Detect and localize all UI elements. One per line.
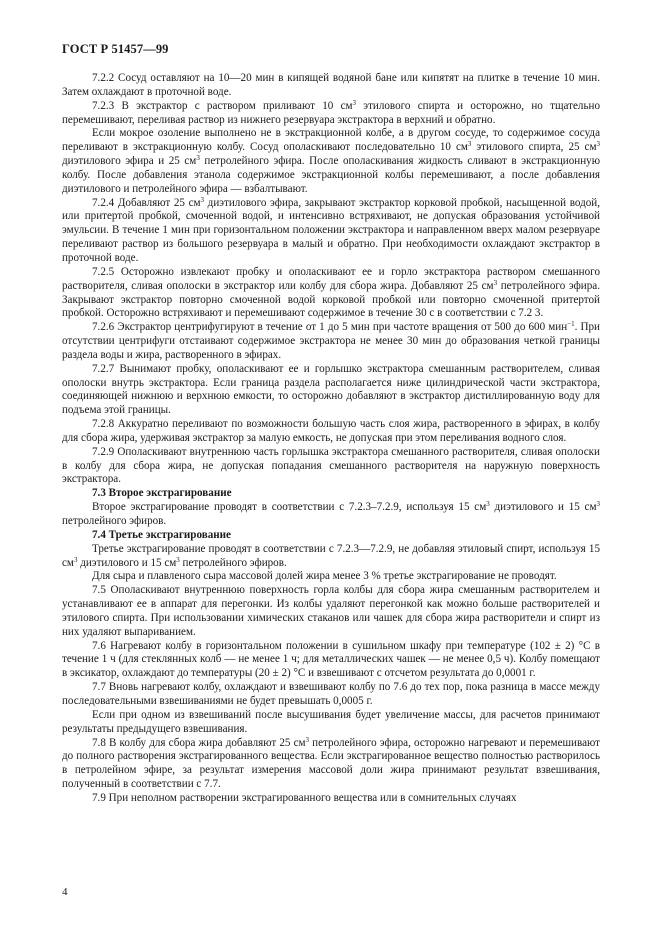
- paragraph: 7.5 Ополаскивают внутреннюю поверхность горла колбы для сбора жира смешанным растворителем и устанавливают ее в аппарат для перегонки. Из колбы удаляют перегонкой как можно больше растворителей и этилового спирта. При использовании химических стаканов или чашек для сбора жира растворители и спирт из них удаляют выпариванием.: [62, 584, 600, 638]
- section-heading: 7.4 Третье экстрагирование: [92, 528, 231, 541]
- paragraph: 7.2.6 Экстрактор центрифугируют в течение от 1 до 5 мин при частоте вращения от 500 до 600 мин$^{-1}$. При отсутствии центрифуги отстаивают содержимое экстрактора не менее 30 мин до образования четкой границы раздела воды и жира, растворенного в эфирах.: [62, 320, 600, 361]
- document-body: [62, 72, 600, 806]
- paragraph: 7.8 В колбу для сбора жира добавляют 25 $см^3$ петролейного эфира, осторожно нагревают и перемешивают до полного растворения экстрагированного вещества. Если экстрагированное вещество полностью растворилось в петролейном эфире, за результат измерения массовой доли жира принимают результат взвешивания, полученный в соответствии с 7.7.: [62, 735, 600, 791]
- paragraph: 7.2.2 Сосуд оставляют на 10—20 мин в кипящей водяной бане или кипятят на плитке в течение 10 мин. Затем охлаждают в проточной воде.: [62, 72, 600, 98]
- paragraph: 7.2.4 Добавляют 25 $см^3$ диэтилового эфира, закрывают экстрактор корковой пробкой, насыщенной водой, или притертой пробкой, смоченной водой, и интенсивно встряхивают, не допуская образования устойчивой эмульсии. В течение 1 мин при горизонтальном положении экстрактора и направленном вверх малом резервуаре переливают раствор из большого резервуара в малый и обратно. При необходимости охлаждают экстрактор в проточной воде.: [62, 195, 600, 264]
- paragraph: 7.2.5 Осторожно извлекают пробку и ополаскивают ее и горло экстрактора раствором смешанного растворителя, сливая ополоски в экстрактор или колбу для сбора жира. Добавляют 25 $см^3$ петролейного эфира. Закрывают экстрактор повторно смоченной водой корковой пробкой или повторно смоченной притертой пробкой. Осторожно встряхивают и перемешивают содержимое в течение 30 с в соответствии с 7.2 3.: [62, 265, 600, 320]
- section-heading: 7.3 Второе экстрагирование: [92, 487, 232, 500]
- paragraph: 7.6 Нагревают колбу в горизонтальном положении в сушильном шкафу при температуре (102 ± 2) °С в течение 1 ч (для стеклянных колб — не менее 1 ч; для металлических чашек — не менее 0,5 ч). Колбу помещают в эксикатор, охлаждают до температуры (20 ± 2) °С и взвешивают с отсчетом результата до 0,0001 г.: [62, 639, 600, 680]
- paragraph: Третье экстрагирование проводят в соответствии с 7.2.3—7.2.9, не добавляя этиловый спирт, используя 15 $см^3$ диэтилового и 15 $см^3$ петролейного эфиров.: [62, 542, 600, 569]
- paragraph: Если при одном из взвешиваний после высушивания будет увеличение массы, для расчетов принимают результаты предыдущего взвешивания.: [62, 708, 600, 735]
- paragraph: 7.7 Вновь нагревают колбу, охлаждают и взвешивают колбу по 7.6 до тех пор, пока разница в массе между последовательными взвешиваниями не будет превышать 0,0005 г.: [62, 681, 600, 707]
- paragraph: Если мокрое озоление выполнено не в экстракционной колбе, а в другом сосуде, то содержимое сосуда переливают в экстракционную колбу. Сосуд ополаскивают последовательно 10 $см^3$ этилового спирта, 25 $см^3$ диэтилового эфира и 25 $см^3$ петролейного эфира. После ополаскивания жидкость сливают в экстракционную колбу. После добавления этанола содержимое экстракционной колбы перемешивают, а после добавления диэтилового и петролейного эфира — взбалтывают.: [62, 127, 600, 195]
- paragraph: 7.2.3 В экстрактор с раствором приливают 10 $см^3$ этилового спирта и осторожно, но тщательно перемешивают, переливая раствор из нижнего резервуара экстрактора в верхний и обратно.: [62, 98, 600, 126]
- standard-code-header: ГОСТ Р 51457—99: [62, 42, 169, 56]
- paragraph: 7.2.9 Ополаскивают внутреннюю часть горлышка экстрактора смешанного растворителя, сливая ополоски в колбу для сбора жира, не допуская попадания смешанного растворителя на наружную поверхность экстрактора.: [62, 445, 600, 486]
- paragraph: 7.9 При неполном растворении экстрагированного вещества или в сомнительных случаях: [92, 791, 517, 804]
- page-number: 4: [62, 886, 68, 898]
- paragraph: 7.2.7 Вынимают пробку, ополаскивают ее и горлышко экстрактора смешанным растворителем, сливая ополоски внутрь экстрактора. Если граница раздела располагается ниже цилиндрической части экстрактора, соединяющей нижнюю и верхнюю емкости, то осторожно добавляют в экстрактор дистиллированную воду для подъема этой границы.: [62, 362, 600, 417]
- paragraph: 7.2.8 Аккуратно переливают по возможности большую часть слоя жира, растворенного в эфирах, в колбу для сбора жира, удерживая экстрактор за малую емкость, не допуская при этом переливания водного слоя.: [62, 418, 600, 444]
- paragraph: Второе экстрагирование проводят в соответствии с 7.2.3–7.2.9, используя 15 $см^3$ диэтилового и 15 $см^3$ петролейного эфиров.: [62, 500, 601, 527]
- paragraph: Для сыра и плавленого сыра массовой долей жира менее 3 % третье экстрагирование не проводят.: [92, 570, 557, 583]
